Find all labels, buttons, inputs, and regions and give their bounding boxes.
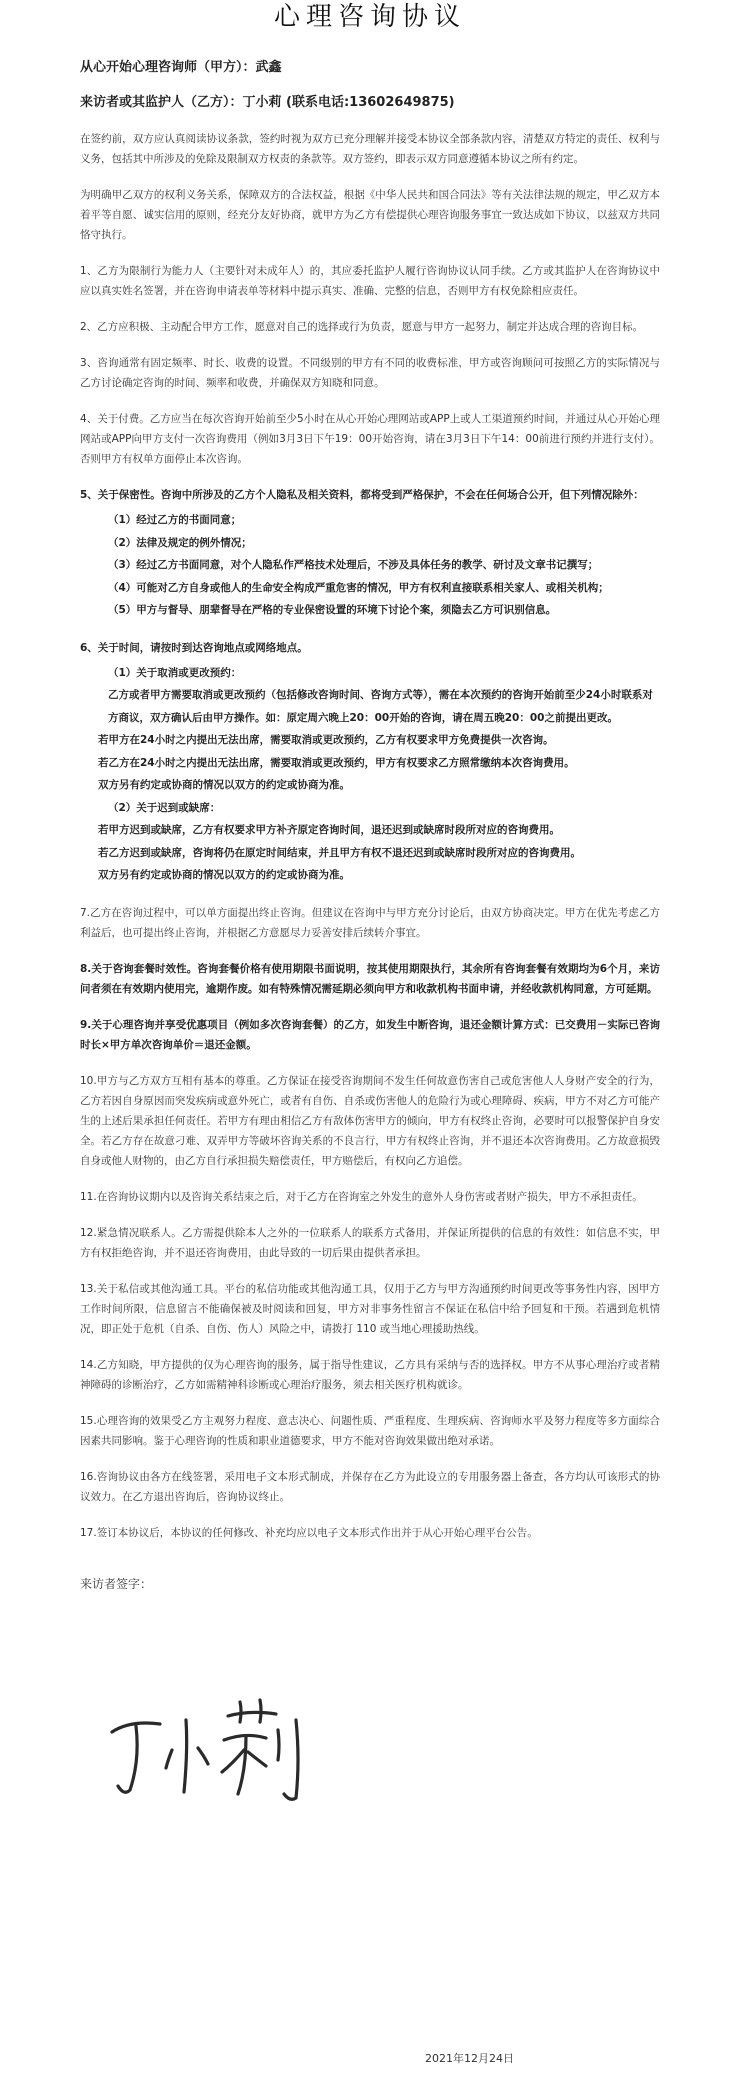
clause-paragraph: 7.乙方在咨询过程中，可以单方面提出终止咨询。但建议在咨询中与甲方充分讨论后，由双方协商决定。甲方在优先考虑乙方利益后，也可提出终止咨询，并根据乙方意愿尽力妥善安排后续转介事宜。 <box>80 906 660 939</box>
signing-date: 2021年12月24日 <box>425 2052 514 2065</box>
intro-paragraph: 在签约前，双方应认真阅读协议条款，签约时视为双方已充分理解并接受本协议全部条款内容，清楚双方特定的责任、权利与义务，包括其中所涉及的免除及限制双方权责的条款等。双方签约，即表示双方同意遵循本协议之所有约定。 <box>80 133 660 165</box>
clause-paragraph: 15.心理咨询的效果受乙方主观努力程度、意志决心、问题性质、严重程度、生理疾病、咨询师水平及努力程度等多方面综合因素共同影响。鉴于心理咨询的性质和职业道德要求，甲方不能对咨询效果做出绝对承诺。 <box>80 1414 660 1447</box>
time-section <box>80 662 660 887</box>
party-b-line: 来访者或其监护人（乙方）：丁小莉 (联系电话:13602649875) <box>80 95 455 110</box>
late-line: 若甲方迟到或缺席，乙方有权要求甲方补齐原定咨询时间，退还迟到或缺席时段所对应的咨询费用。 <box>98 824 560 836</box>
confidentiality-exceptions <box>80 509 660 622</box>
visitor-signature-label: 来访者签字： <box>80 1576 153 1591</box>
page-title: 心理咨询协议 <box>273 2 466 32</box>
clause-paragraph: 10.甲方与乙方双方互相有基本的尊重。乙方保证在接受咨询期间不发生任何故意伤害自己或危害他人人身财产安全的行为，乙方若因自身原因而突发疾病或意外死亡，或者有自伤、自杀或伤害他人的危险行为或心理障碍、疾病，甲方不对乙方可能产生的上述后果承担任何责任。若甲方有理由相信乙方有敌体伤害甲方的倾向，甲方有权终止咨询，必要时可以报警保护自身安全。若乙方存在故意刁难、双弄甲方等破坏咨询关系的不良言行，甲方有权终止咨询，并不退还本次咨询费用。乙方故意损毁自身或他人财物的，由乙方自行承担损失赔偿责任，甲方赔偿后，有权向乙方追偿。 <box>80 1074 660 1167</box>
late-line: 若乙方迟到或缺席，咨询将仍在原定时间结束，并且甲方有权不退还迟到或缺席时段所对应的咨询费用。 <box>98 846 581 859</box>
exception-item: （1）经过乙方的书面同意； <box>108 514 242 526</box>
cancel-line: 乙方或者甲方需要取消或更改预约（包括修改咨询时间、咨询方式等），需在本次预约的咨询开始前至少24小时联系对方商议，双方确认后由甲方操作。如：原定周六晚上20：00开始的咨询，请在周五晚20：00之前提出更改。 <box>108 689 653 724</box>
clause-paragraph: 4、关于付费。乙方应当在每次咨询开始前至少5小时在从心开始心理网站或APP上或人工渠道预约时间，并通过从心开始心理网站或APP向甲方支付一次咨询费用（例如3月3日下午19：00开始咨询，请在3月3日下午14：00前进行预约并进行支付）。否则甲方有权单方面停止本次咨询。 <box>80 413 660 465</box>
handwritten-signature <box>100 1690 330 1810</box>
cancel-line: 若甲方在24小时之内提出无法出席，需要取消或更改预约，乙方有权要求甲方免费提供一次咨询。 <box>98 734 554 746</box>
intro-paragraph: 为明确甲乙双方的权利义务关系，保障双方的合法权益，根据《中华人民共和国合同法》等有关法律法规的规定，甲乙双方本着平等自愿、诚实信用的原则，经充分友好协商，就甲方为乙方有偿提供心理咨询服务事宜一致达成如下协议，以兹双方共同恪守执行。 <box>80 189 660 241</box>
cancel-line: 若乙方在24小时之内提出无法出席，需要取消或更改预约，甲方有权要求乙方照常缴纳本次咨询费用。 <box>98 756 575 769</box>
confidentiality-heading: 5、关于保密性。咨询中所涉及的乙方个人隐私及相关资料，都将受到严格保护，不会在任何场合公开，但下列情况除外： <box>80 489 644 501</box>
exception-item: （2）法律及规定的例外情况； <box>108 536 252 549</box>
party-a-line: 从心开始心理咨询师（甲方）：武鑫 <box>80 60 282 75</box>
clause-paragraph: 14.乙方知晓，甲方提供的仅为心理咨询的服务，属于指导性建议，乙方具有采纳与否的选择权。甲方不从事心理治疗或者精神障碍的诊断治疗，乙方如需精神科诊断或心理治疗服务，须去相关医疗机构就诊。 <box>80 1358 660 1391</box>
clause-paragraph: 11.在咨询协议期内以及咨询关系结束之后，对于乙方在咨询室之外发生的意外人身伤害或者财产损失，甲方不承担责任。 <box>80 1190 643 1203</box>
cancel-line: 双方另有约定或协商的情况以双方的约定或协商为准。 <box>98 779 350 791</box>
exception-item: （3）经过乙方书面同意，对个人隐私作严格技术处理后，不涉及具体任务的教学、研讨及文章书记撰写； <box>108 559 599 571</box>
late-line: 双方另有约定或协商的情况以双方的约定或协商为准。 <box>98 869 350 881</box>
exception-item: （5）甲方与督导、朋辈督导在严格的专业保密设置的环境下讨论个案，须隐去乙方可识别信息。 <box>108 604 557 616</box>
late-subheading: （2）关于迟到或缺席： <box>108 801 221 814</box>
refund-clause: 9.关于心理咨询并享受优惠项目（例如多次咨询套餐）的乙方，如发生中断咨询，退还金额计算方式：已交费用－实际已咨询时长×甲方单次咨询单价＝退还金额。 <box>80 1018 660 1051</box>
clause-paragraph: 2、乙方应积极、主动配合甲方工作，愿意对自己的选择或行为负责，愿意与甲方一起努力，制定并达成合理的咨询目标。 <box>80 321 644 333</box>
package-validity-clause: 8.关于咨询套餐时效性。咨询套餐价格有使用期限书面说明，按其使用期限执行，其余所有咨询套餐有效期均为6个月，来访问者须在有效期内使用完，逾期作废。如有特殊情况需延期必须向甲方和收款机构书面申请，并经收款机构同意，方可延期。 <box>80 962 660 995</box>
clause-paragraph: 17.签订本协议后，本协议的任何修改、补充均应以电子文本形式作出并于从心开始心理平台公告。 <box>80 1526 538 1539</box>
clause-paragraph: 13.关于私信或其他沟通工具。平台的私信功能或其他沟通工具，仅用于乙方与甲方沟通预约时间更改等事务性内容，因甲方工作时间所限，信息留言不能确保被及时阅读和回复，甲方对非事务性留言不保证在私信中给予回复和干预。若遇到危机情况，即正处于危机（自杀、自伤、伤人）风险之中，请拨打 110 或当地心理援助热线。 <box>80 1282 660 1335</box>
time-heading: 6、关于时间，请按时到达咨询地点或网络地点。 <box>80 641 308 654</box>
clause-paragraph: 1、乙方为限制行为能力人（主要针对未成年人）的，其应委托监护人履行咨询协议认同手续。乙方或其监护人在咨询协议中应以真实姓名签署，并在咨询申请表单等材料中提示真实、准确、完整的信息，否则甲方有权免除相应责任。 <box>80 265 660 297</box>
clause-paragraph: 3、咨询通常有固定频率、时长、收费的设置。不同级别的甲方有不同的收费标准，甲方或咨询顾问可按照乙方的实际情况与乙方讨论确定咨询的时间、频率和收费，并确保双方知晓和同意。 <box>80 357 660 389</box>
cancel-subheading: （1）关于取消或更改预约： <box>108 666 242 679</box>
clause-paragraph: 12.紧急情况联系人。乙方需提供除本人之外的一位联系人的联系方式备用，并保证所提供的信息的有效性：如信息不实，甲方有权拒绝咨询，并不退还咨询费用，由此导致的一切后果由提供者承担。 <box>80 1226 660 1259</box>
clause-paragraph: 16.咨询协议由各方在线签署，采用电子文本形式制成，并保存在乙方为此设立的专用服务器上备查，各方均认可该形式的协议效力。在乙方退出咨询后，咨询协议终止。 <box>80 1470 660 1503</box>
exception-item: （4）可能对乙方自身或他人的生命安全构成严重危害的情况，甲方有权利直接联系相关家人、或相关机构； <box>108 581 609 594</box>
